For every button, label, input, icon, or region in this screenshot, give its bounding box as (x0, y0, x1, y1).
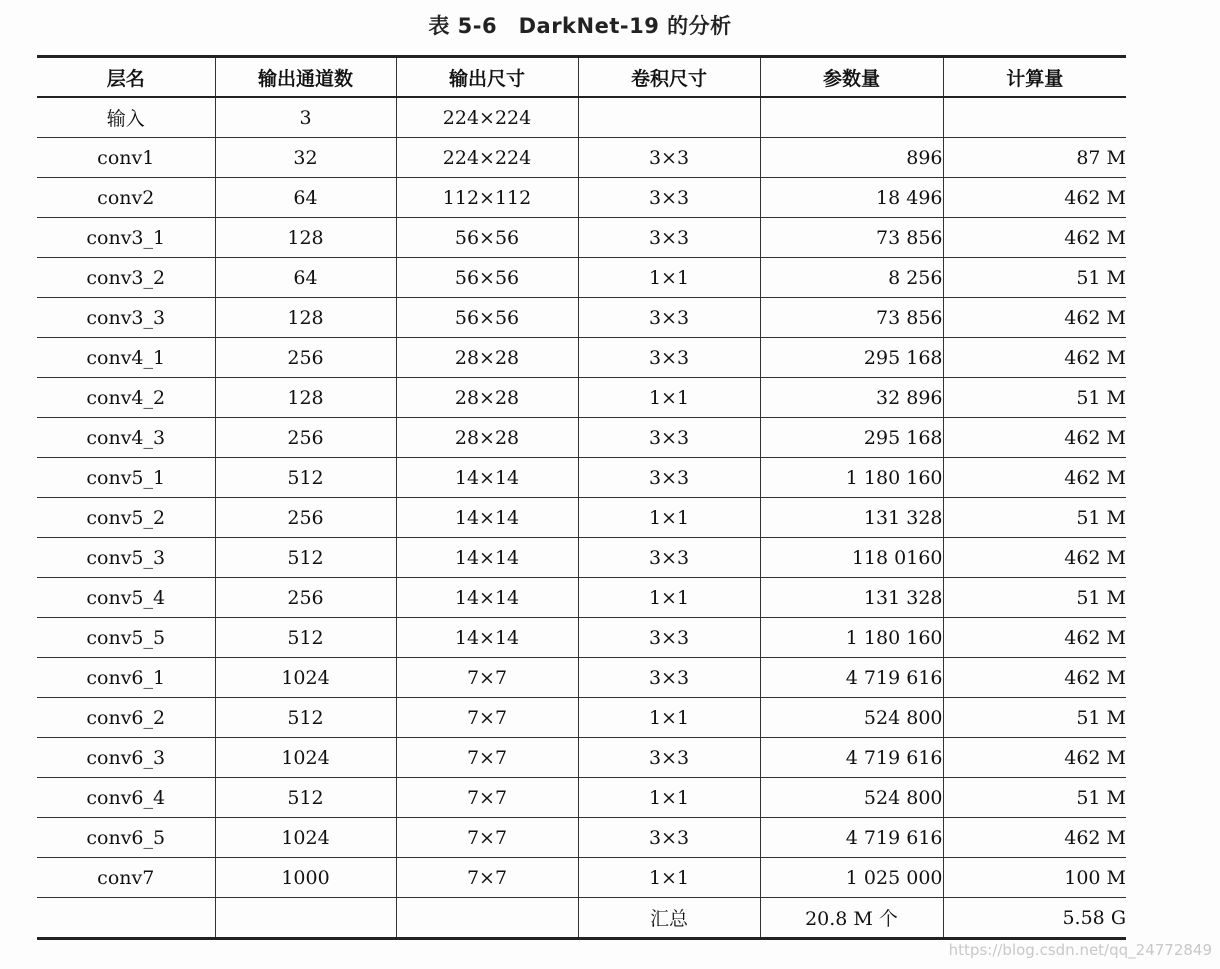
cell-params: 18 496 (760, 178, 943, 218)
table-row (37, 418, 1126, 458)
header-layer-name: 层名 (37, 57, 215, 98)
cell-output-channels: 256 (215, 418, 396, 458)
cell-compute: 51 M (943, 498, 1126, 538)
cell-compute: 462 M (943, 538, 1126, 578)
header-kernel-size: 卷积尺寸 (578, 57, 760, 98)
total-params: 20.8 M 个 (760, 898, 943, 939)
cell-output-channels: 1024 (215, 738, 396, 778)
table-row (37, 298, 1126, 338)
cell-kernel-size: 3×3 (578, 818, 760, 858)
total-row (37, 898, 1126, 939)
cell-output-channels: 64 (215, 178, 396, 218)
cell-compute: 87 M (943, 138, 1126, 178)
cell-kernel-size: 3×3 (578, 418, 760, 458)
cell-params: 524 800 (760, 698, 943, 738)
cell-kernel-size: 1×1 (578, 498, 760, 538)
cell-output-size: 7×7 (396, 818, 578, 858)
cell-layer-name: conv4_3 (37, 418, 215, 458)
table-row (37, 218, 1126, 258)
cell-kernel-size: 3×3 (578, 298, 760, 338)
cell-output-size: 224×224 (396, 138, 578, 178)
cell-layer-name: conv5_5 (37, 618, 215, 658)
cell-layer-name: conv3_3 (37, 298, 215, 338)
cell-layer-name: conv6_5 (37, 818, 215, 858)
cell-output-channels: 512 (215, 698, 396, 738)
cell-kernel-size: 3×3 (578, 618, 760, 658)
cell-output-size: 7×7 (396, 778, 578, 818)
cell-kernel-size: 3×3 (578, 538, 760, 578)
table-row (37, 578, 1126, 618)
cell-params (760, 97, 943, 138)
cell-compute: 462 M (943, 658, 1126, 698)
cell-layer-name: conv6_4 (37, 778, 215, 818)
table-row (37, 458, 1126, 498)
cell-params: 8 256 (760, 258, 943, 298)
cell-layer-name: conv4_2 (37, 378, 215, 418)
cell-params: 4 719 616 (760, 738, 943, 778)
cell-output-size: 112×112 (396, 178, 578, 218)
cell-output-channels (215, 898, 396, 939)
cell-compute: 462 M (943, 218, 1126, 258)
cell-output-channels: 1024 (215, 818, 396, 858)
cell-output-size: 56×56 (396, 258, 578, 298)
table-row (37, 258, 1126, 298)
cell-output-channels: 256 (215, 578, 396, 618)
cell-compute: 51 M (943, 698, 1126, 738)
cell-layer-name: conv3_2 (37, 258, 215, 298)
table-row (37, 658, 1126, 698)
cell-params: 1 180 160 (760, 458, 943, 498)
cell-output-size: 14×14 (396, 498, 578, 538)
cell-layer-name: conv5_4 (37, 578, 215, 618)
cell-params: 896 (760, 138, 943, 178)
cell-compute: 462 M (943, 338, 1126, 378)
cell-output-channels: 128 (215, 218, 396, 258)
cell-output-channels: 512 (215, 618, 396, 658)
cell-kernel-size: 3×3 (578, 218, 760, 258)
cell-output-size: 56×56 (396, 298, 578, 338)
cell-kernel-size: 1×1 (578, 778, 760, 818)
table-row (37, 738, 1126, 778)
cell-params: 73 856 (760, 298, 943, 338)
cell-layer-name: conv2 (37, 178, 215, 218)
cell-output-size: 7×7 (396, 858, 578, 898)
cell-kernel-size: 1×1 (578, 858, 760, 898)
cell-params: 4 719 616 (760, 658, 943, 698)
cell-layer-name: conv4_1 (37, 338, 215, 378)
cell-output-channels: 128 (215, 378, 396, 418)
table-row (37, 498, 1126, 538)
cell-compute: 51 M (943, 378, 1126, 418)
cell-params: 131 328 (760, 498, 943, 538)
cell-output-size: 14×14 (396, 578, 578, 618)
cell-compute: 462 M (943, 618, 1126, 658)
cell-params: 4 719 616 (760, 818, 943, 858)
cell-kernel-size: 3×3 (578, 658, 760, 698)
cell-output-channels: 512 (215, 458, 396, 498)
cell-params: 524 800 (760, 778, 943, 818)
cell-layer-name (37, 898, 215, 939)
cell-kernel-size: 1×1 (578, 258, 760, 298)
table-row (37, 778, 1126, 818)
table-body (37, 97, 1126, 939)
cell-kernel-size: 3×3 (578, 138, 760, 178)
cell-layer-name: 输入 (37, 97, 215, 138)
cell-layer-name: conv3_1 (37, 218, 215, 258)
cell-params: 32 896 (760, 378, 943, 418)
cell-output-channels: 3 (215, 97, 396, 138)
cell-output-size: 7×7 (396, 658, 578, 698)
cell-output-size: 7×7 (396, 738, 578, 778)
cell-kernel-size: 1×1 (578, 578, 760, 618)
cell-layer-name: conv6_3 (37, 738, 215, 778)
cell-output-size: 28×28 (396, 418, 578, 458)
cell-output-channels: 1024 (215, 658, 396, 698)
cell-output-size: 14×14 (396, 458, 578, 498)
cell-layer-name: conv5_2 (37, 498, 215, 538)
table-title: 表 5-6 DarkNet-19 的分析 (428, 14, 732, 38)
cell-layer-name: conv6_2 (37, 698, 215, 738)
cell-output-channels: 64 (215, 258, 396, 298)
table-row (37, 97, 1126, 138)
table-row (37, 338, 1126, 378)
cell-kernel-size: 1×1 (578, 698, 760, 738)
cell-compute: 462 M (943, 818, 1126, 858)
cell-layer-name: conv5_1 (37, 458, 215, 498)
cell-output-size: 14×14 (396, 538, 578, 578)
table-row (37, 618, 1126, 658)
cell-compute (943, 97, 1126, 138)
cell-compute: 462 M (943, 178, 1126, 218)
header-row (37, 57, 1126, 98)
table-row (37, 698, 1126, 738)
header-output-channels: 输出通道数 (215, 57, 396, 98)
cell-compute: 51 M (943, 258, 1126, 298)
cell-compute: 462 M (943, 298, 1126, 338)
total-label: 汇总 (578, 898, 760, 939)
cell-kernel-size: 3×3 (578, 338, 760, 378)
cell-compute: 100 M (943, 858, 1126, 898)
cell-output-size: 28×28 (396, 378, 578, 418)
cell-compute: 51 M (943, 578, 1126, 618)
cell-params: 295 168 (760, 418, 943, 458)
cell-compute: 51 M (943, 778, 1126, 818)
cell-output-size: 56×56 (396, 218, 578, 258)
cell-output-size: 7×7 (396, 698, 578, 738)
darknet19-table (37, 55, 1126, 940)
cell-kernel-size: 1×1 (578, 378, 760, 418)
table-row (37, 178, 1126, 218)
cell-output-channels: 512 (215, 538, 396, 578)
cell-layer-name: conv1 (37, 138, 215, 178)
table-row (37, 538, 1126, 578)
cell-output-size: 224×224 (396, 97, 578, 138)
cell-params: 295 168 (760, 338, 943, 378)
table-row (37, 858, 1126, 898)
table-row (37, 818, 1126, 858)
cell-compute: 462 M (943, 418, 1126, 458)
table-row (37, 378, 1126, 418)
cell-output-channels: 256 (215, 338, 396, 378)
cell-params: 118 0160 (760, 538, 943, 578)
cell-output-channels: 128 (215, 298, 396, 338)
cell-output-channels: 512 (215, 778, 396, 818)
cell-output-size (396, 898, 578, 939)
cell-compute: 462 M (943, 458, 1126, 498)
cell-output-channels: 256 (215, 498, 396, 538)
cell-kernel-size: 3×3 (578, 178, 760, 218)
table-row (37, 138, 1126, 178)
cell-output-size: 28×28 (396, 338, 578, 378)
header-output-size: 输出尺寸 (396, 57, 578, 98)
total-compute: 5.58 G (943, 898, 1126, 939)
cell-layer-name: conv7 (37, 858, 215, 898)
cell-output-channels: 32 (215, 138, 396, 178)
cell-params: 1 025 000 (760, 858, 943, 898)
cell-params: 73 856 (760, 218, 943, 258)
header-compute: 计算量 (943, 57, 1126, 98)
cell-output-channels: 1000 (215, 858, 396, 898)
cell-layer-name: conv6_1 (37, 658, 215, 698)
cell-params: 131 328 (760, 578, 943, 618)
cell-kernel-size (578, 97, 760, 138)
cell-params: 1 180 160 (760, 618, 943, 658)
cell-compute: 462 M (943, 738, 1126, 778)
cell-kernel-size: 3×3 (578, 738, 760, 778)
cell-kernel-size: 3×3 (578, 458, 760, 498)
cell-output-size: 14×14 (396, 618, 578, 658)
header-params: 参数量 (760, 57, 943, 98)
cell-layer-name: conv5_3 (37, 538, 215, 578)
watermark-url: https://blog.csdn.net/qq_24772849 (948, 941, 1212, 959)
